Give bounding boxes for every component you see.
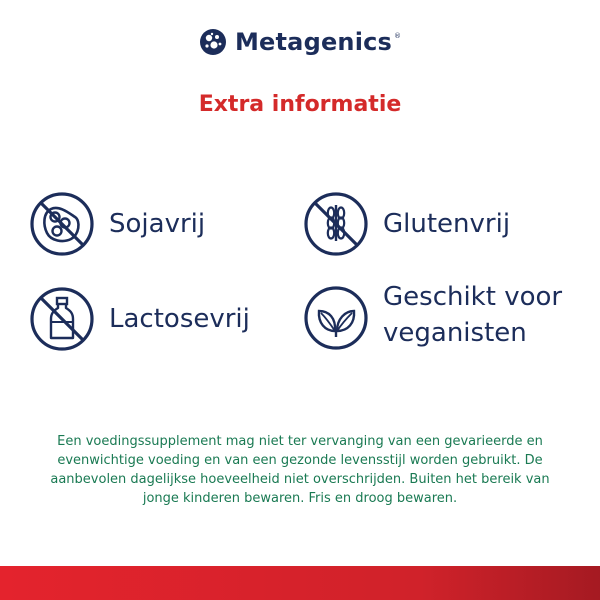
page-title: Extra informatie xyxy=(198,92,402,117)
brand-name: Metagenics xyxy=(234,28,393,56)
feature-lactose-free xyxy=(29,286,250,352)
feature-label: Sojavrij xyxy=(109,209,206,239)
footer-bar xyxy=(0,566,600,600)
brand-logo xyxy=(0,28,600,56)
feature-vegan xyxy=(303,279,600,351)
vegan-leaf-icon xyxy=(303,285,369,351)
no-soy-icon xyxy=(29,191,95,257)
feature-label: Glutenvrij xyxy=(383,209,511,239)
no-lactose-icon xyxy=(29,286,95,352)
feature-gluten-free xyxy=(303,191,510,257)
no-gluten-icon xyxy=(303,191,369,257)
feature-label: Geschikt voor veganisten xyxy=(383,282,563,348)
disclaimer-text: Een voedingssupplement mag niet ter vervanging van een gevarieerde en evenwichtige voeding en van een gezonde levensstijl worden gebruikt. De aanbevolen dagelijkse hoeveelheid niet overschrijden. Buiten het bereik van jonge kinderen bewaren. Fris en droog bewaren. xyxy=(50,434,550,506)
feature-soy-free xyxy=(29,191,205,257)
registered-mark: ® xyxy=(394,32,402,40)
feature-label: Lactosevrij xyxy=(109,304,250,334)
metagenics-logo-icon xyxy=(199,28,227,56)
